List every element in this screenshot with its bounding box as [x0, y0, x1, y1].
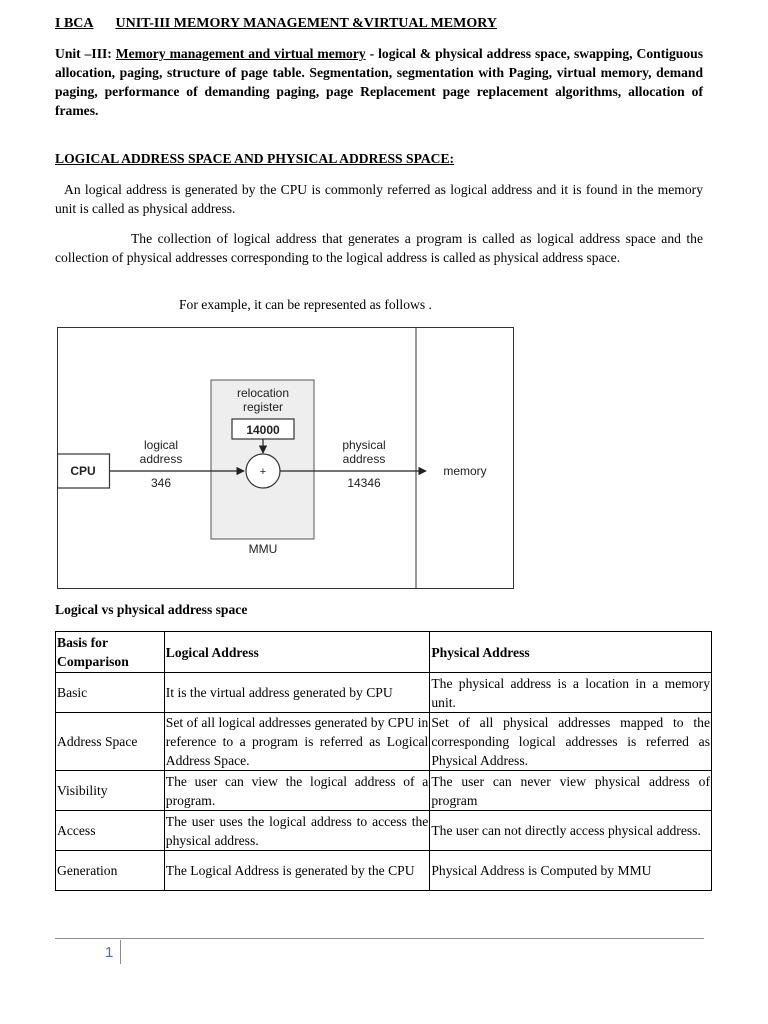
footer-rule — [55, 938, 704, 939]
paragraph-address-space: The collection of logical address that generates a program is called as logical address space and the collection of physical addresses corresponding to the logical address is called as physical address space. — [55, 231, 703, 265]
cpu-label: CPU — [70, 464, 96, 478]
table-caption: Logical vs physical address space — [55, 602, 248, 617]
relocation-value: 14000 — [246, 423, 280, 437]
mmu-label: MMU — [248, 542, 278, 556]
row-physical: The user can not directly access physical address. — [430, 811, 712, 851]
syllabus-topic: Memory management and virtual memory — [115, 46, 366, 61]
physical-address-label-2: address — [342, 452, 386, 466]
adder-symbol: + — [259, 466, 267, 478]
table-row — [56, 673, 712, 713]
logical-address-label-2: address — [139, 452, 183, 466]
table-row — [56, 713, 712, 771]
row-basis: Basic — [56, 673, 165, 713]
mmu-diagram — [57, 327, 517, 591]
header-physical: Physical Address — [430, 632, 712, 673]
row-physical: Set of all physical addresses mapped to the corresponding logical addresses is referred as Physical Address. — [430, 713, 712, 771]
paragraph-example: For example, it can be represented as follows . — [179, 297, 432, 312]
row-logical: Set of all logical addresses generated by CPU in reference to a program is referred as Logical Address Space. — [164, 713, 430, 771]
logical-address-value: 346 — [150, 476, 172, 490]
row-logical: It is the virtual address generated by CPU — [164, 673, 430, 713]
table-header-row — [56, 632, 712, 673]
row-basis: Generation — [56, 851, 165, 891]
physical-address-value: 14346 — [347, 476, 381, 490]
unit-title: UNIT-III MEMORY MANAGEMENT &VIRTUAL MEMORY — [115, 16, 497, 31]
unit-syllabus — [55, 44, 703, 120]
relocation-label-2: register — [242, 400, 284, 414]
memory-label: memory — [443, 464, 487, 478]
row-physical: The physical address is a location in a memory unit. — [430, 673, 712, 713]
row-basis: Address Space — [56, 713, 165, 771]
header-basis: Basis for Comparison — [56, 632, 165, 673]
row-logical: The user can view the logical address of a program. — [164, 771, 430, 811]
row-physical: Physical Address is Computed by MMU — [430, 851, 712, 891]
row-logical: The Logical Address is generated by the CPU — [164, 851, 430, 891]
row-physical: The user can never view physical address of program — [430, 771, 712, 811]
row-logical: The user uses the logical address to access the physical address. — [164, 811, 430, 851]
logical-address-label-1: logical — [143, 438, 179, 452]
header-logical: Logical Address — [164, 632, 430, 673]
table-row — [56, 771, 712, 811]
physical-address-label-1: physical — [342, 438, 386, 452]
section-heading: LOGICAL ADDRESS SPACE AND PHYSICAL ADDRESS SPACE: — [55, 151, 455, 166]
relocation-label-1: relocation — [236, 386, 290, 400]
row-basis: Visibility — [56, 771, 165, 811]
table-row — [56, 851, 712, 891]
syllabus-prefix: Unit –III: — [55, 46, 116, 61]
footer-separator — [120, 940, 121, 964]
paragraph-logical-address: An logical address is generated by the CPU is commonly referred as logical address and it is found in the memory unit is called as physical address. — [55, 182, 703, 216]
table-row — [56, 811, 712, 851]
course-label: I BCA — [55, 16, 94, 31]
page-number: 1 — [105, 944, 114, 961]
syllabus-topics: - logical & physical address space, swapping, Contiguous allocation, paging, structure of page table. Segmentation, segmentation with Paging, virtual memory, demand paging, performance of demanding paging, page Replacement page replacement algorithms, allocation of frames. — [55, 46, 704, 118]
row-basis: Access — [56, 811, 165, 851]
page-header — [55, 16, 715, 32]
comparison-table — [55, 631, 712, 891]
